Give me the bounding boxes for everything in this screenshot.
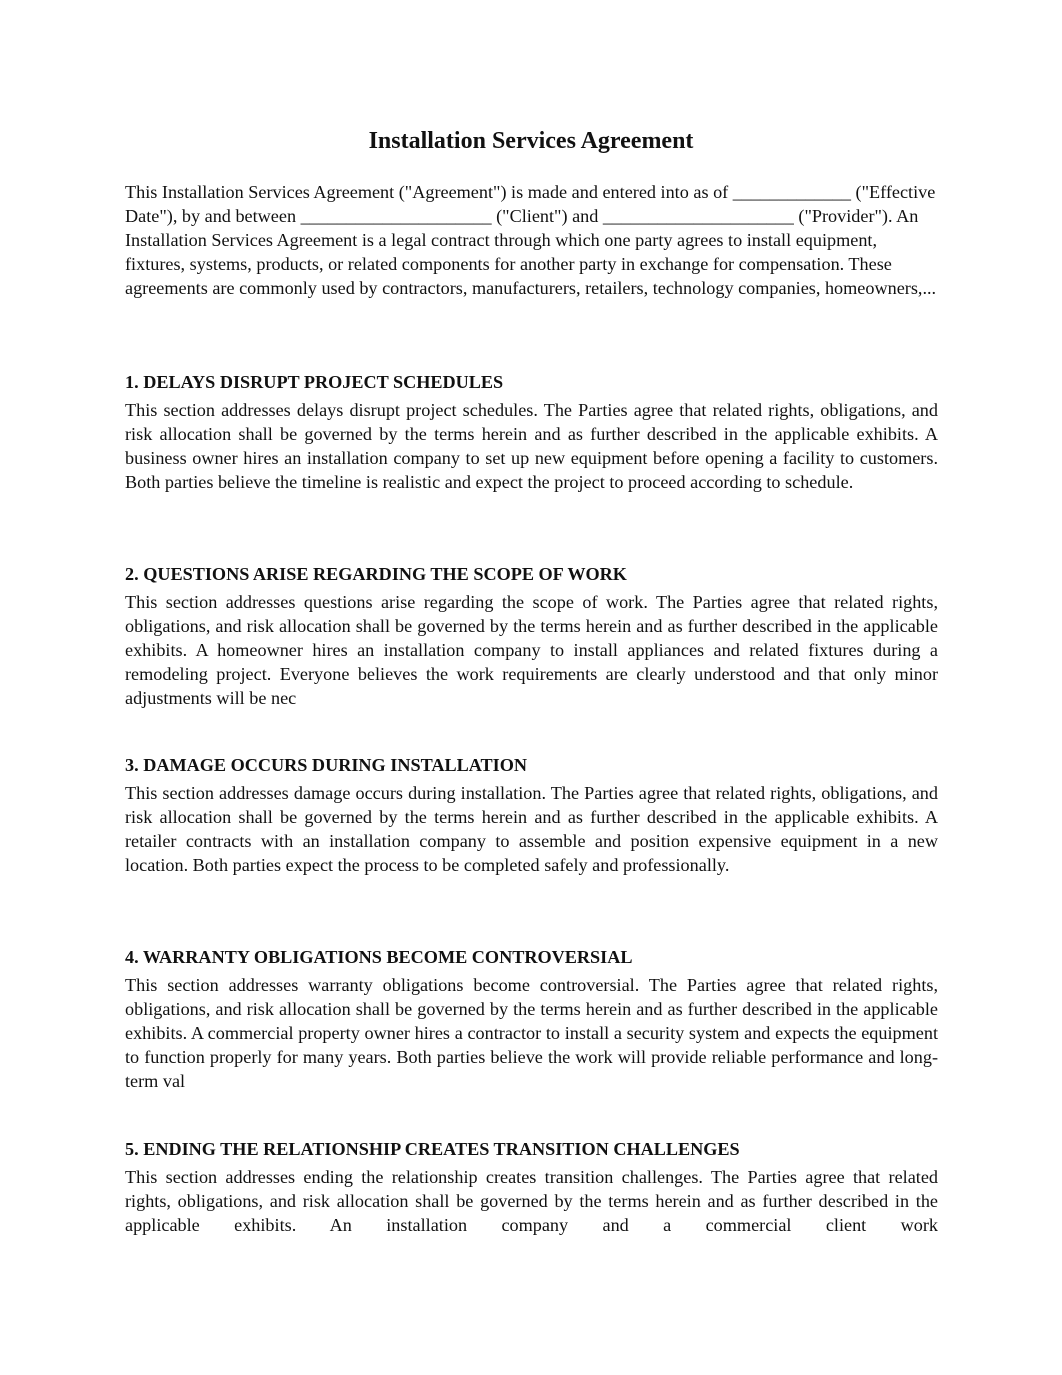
section-2 — [125, 562, 938, 710]
section-heading: 3. DAMAGE OCCURS DURING INSTALLATION — [125, 755, 528, 775]
section-body: This section addresses ending the relationship creates transition challenges. The Parties agree that related rights, obligations, and risk allocation shall be governed by the terms herein and as further described in the applicable exhibits. An installation company and a commercial client work — [125, 1167, 938, 1235]
section-5 — [125, 1137, 938, 1237]
document-title: Installation Services Agreement — [368, 128, 694, 154]
section-body: This section addresses delays disrupt project schedules. The Parties agree that related rights, obligations, and risk allocation shall be governed by the terms herein and as further described in the applicable exhibits. A business owner hires an installation company to set up new equipment before opening a facility to customers. Both parties believe the timeline is realistic and expect the project to proceed according to schedule. — [125, 400, 938, 492]
section-body: This section addresses warranty obligations become controversial. The Parties agree that related rights, obligations, and risk allocation shall be governed by the terms herein and as further described in the applicable exhibits. A commercial property owner hires a contractor to install a security system and expects the equipment to function properly for many years. Both parties believe the work will provide reliable performance and long-term val — [125, 975, 938, 1091]
section-body: This section addresses damage occurs during installation. The Parties agree that related rights, obligations, and risk allocation shall be governed by the terms herein and as further described in the applicable exhibits. A retailer contracts with an installation company to assemble and position expensive equipment in a new location. Both parties expect the process to be completed safely and professionally. — [125, 783, 938, 875]
intro-paragraph: This Installation Services Agreement ("Agreement") is made and entered into as of _____________ ("Effective Date"), by and between _____________________ ("Client") and _____________________ ("Provider"). An Installation Services Agreement is a legal contract through which one party agrees to install equipment, fixtures, systems, products, or related components for another party in exchange for compensation. These agreements are commonly used by contractors, manufacturers, retailers, technology companies, homeowners,... — [125, 182, 937, 298]
section-1 — [125, 370, 938, 494]
section-heading: 4. WARRANTY OBLIGATIONS BECOME CONTROVERSIAL — [125, 947, 633, 967]
section-body: This section addresses questions arise regarding the scope of work. The Parties agree that related rights, obligations, and risk allocation shall be governed by the terms herein and as further described in the applicable exhibits. A homeowner hires an installation company to install appliances and related fixtures during a remodeling project. Everyone believes the work requirements are clearly understood and that only minor adjustments will be nec — [125, 592, 938, 708]
section-3 — [125, 753, 938, 877]
section-heading: 2. QUESTIONS ARISE REGARDING THE SCOPE OF WORK — [125, 564, 627, 584]
section-4 — [125, 945, 938, 1093]
section-heading: 1. DELAYS DISRUPT PROJECT SCHEDULES — [125, 372, 504, 392]
section-heading: 5. ENDING THE RELATIONSHIP CREATES TRANSITION CHALLENGES — [125, 1139, 740, 1159]
